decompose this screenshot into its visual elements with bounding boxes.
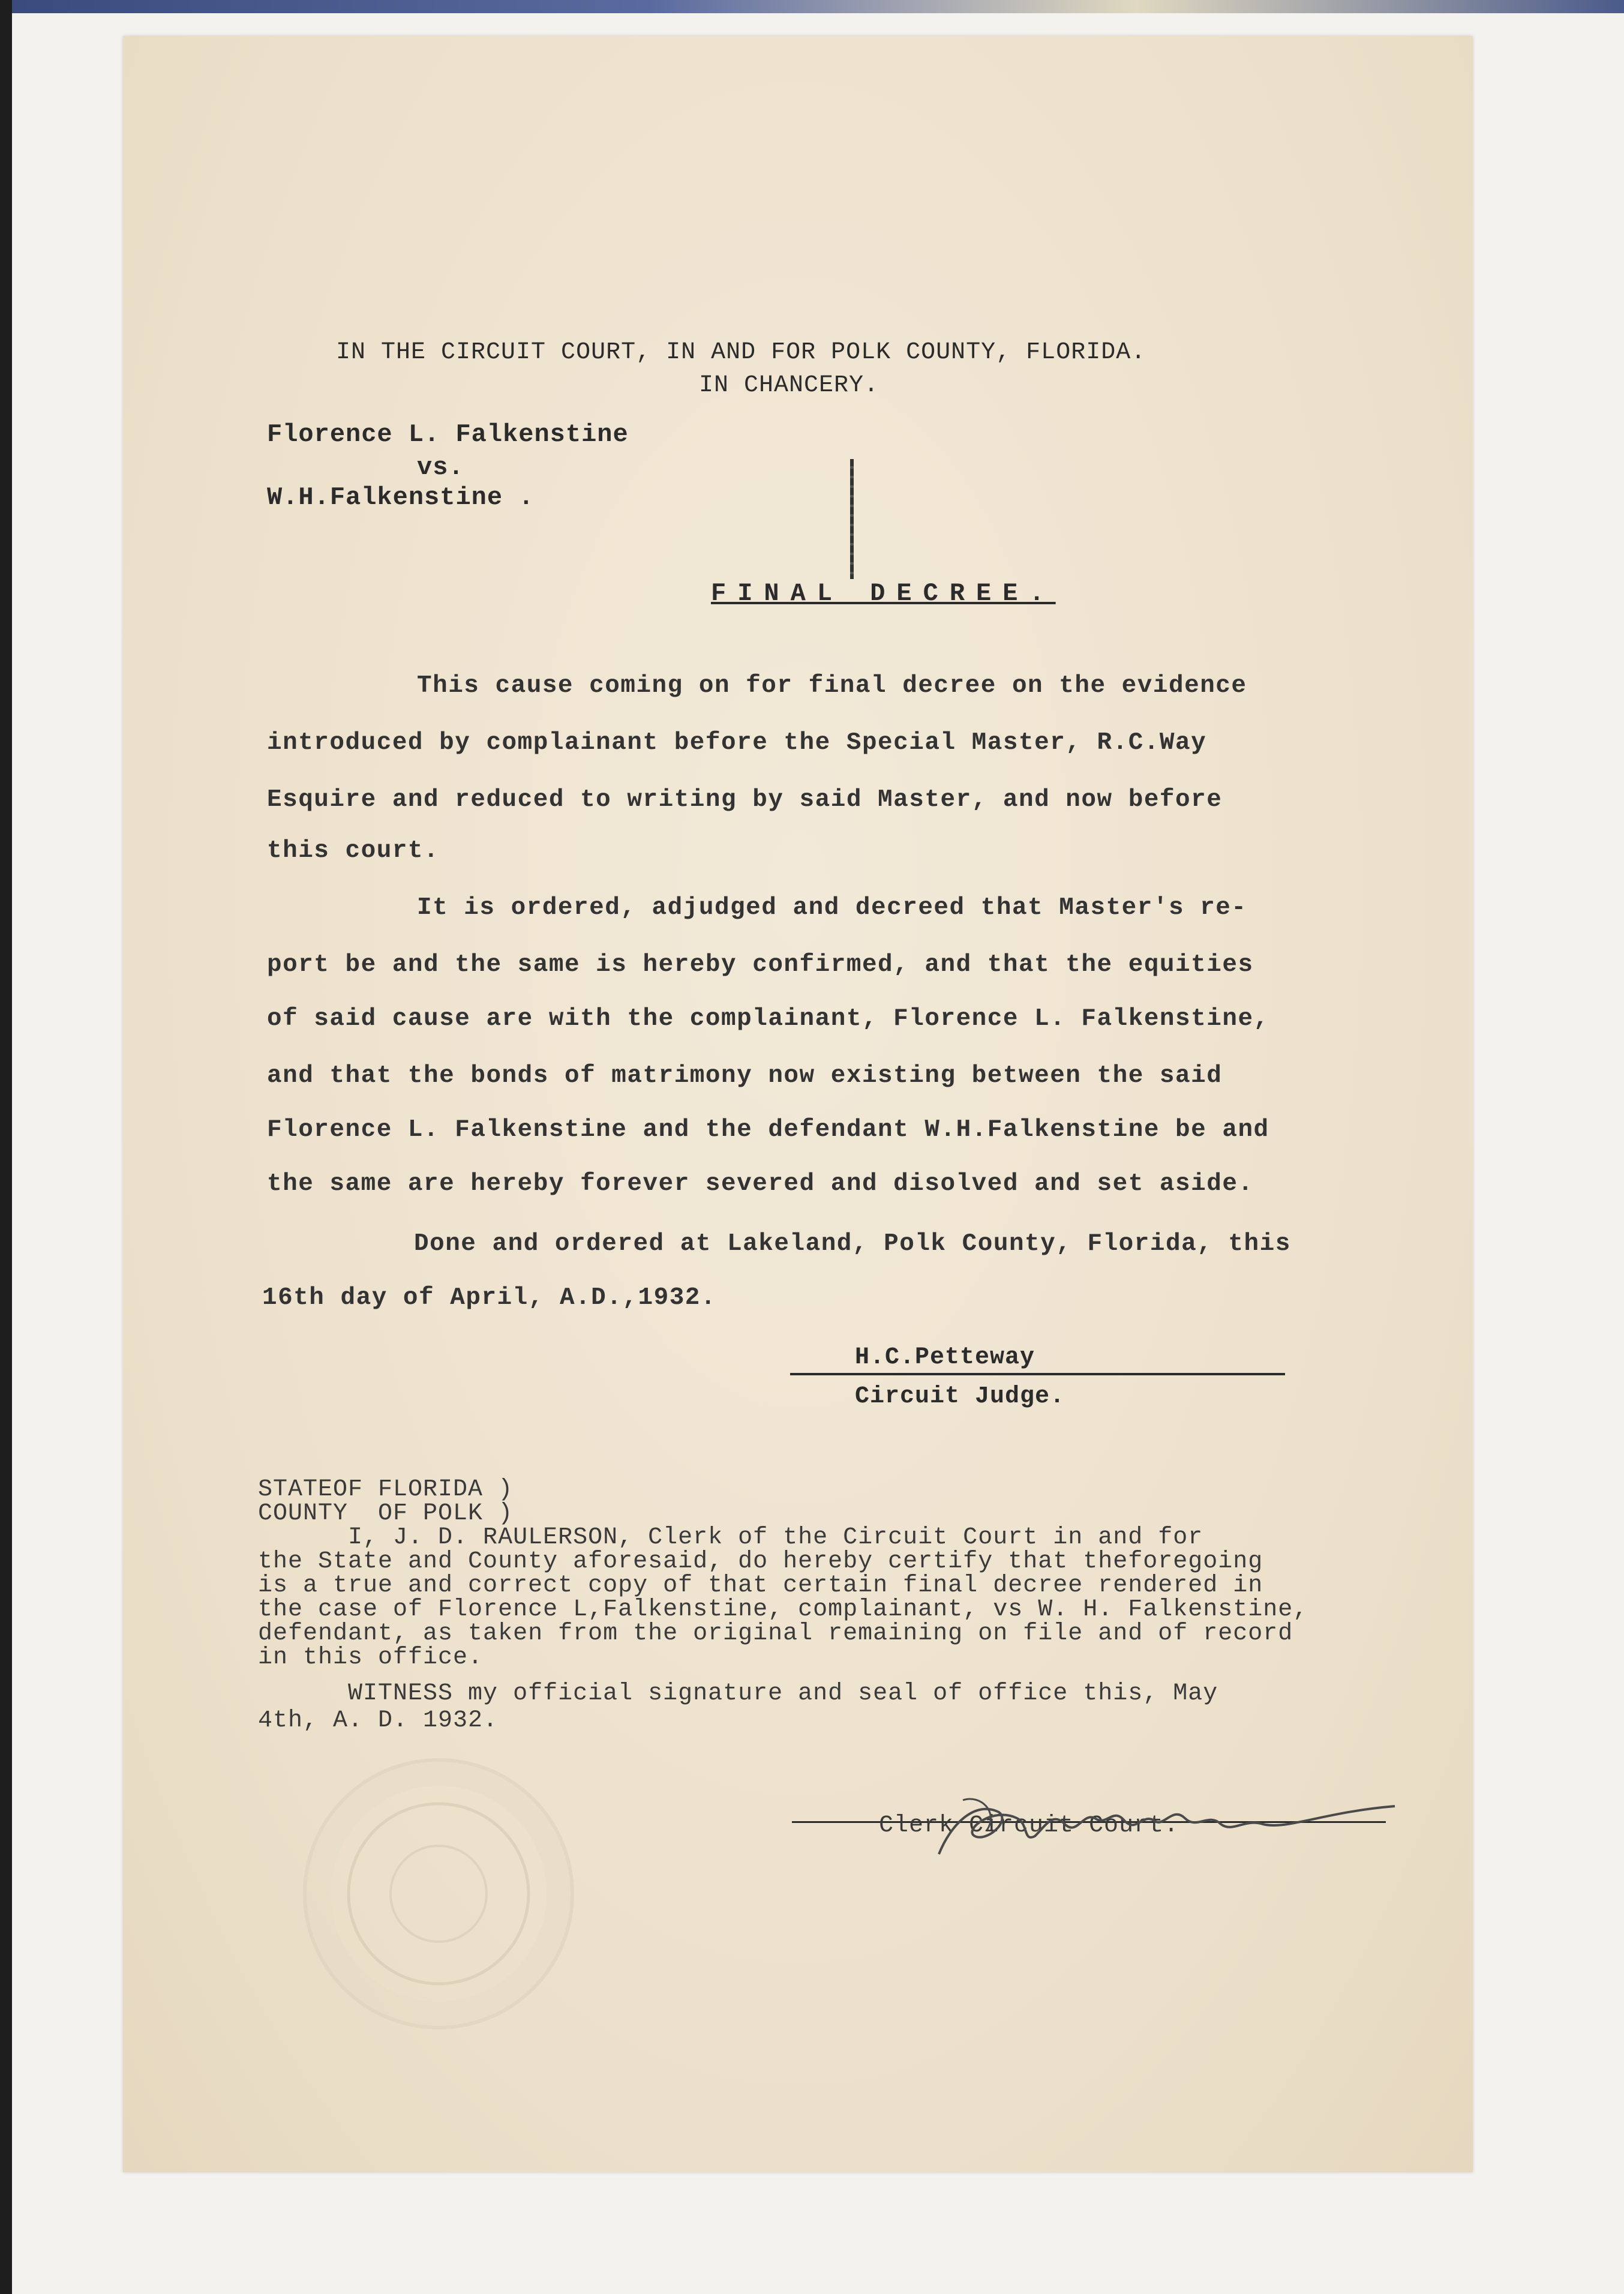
- clerk-title: Clerk Circuit Court.: [879, 1812, 1179, 1839]
- certificate-line: in this office.: [258, 1644, 484, 1671]
- embossed-seal: [303, 1758, 574, 2029]
- caption-bracket: [850, 459, 854, 579]
- seal-emblem-icon: [307, 1762, 571, 2026]
- body-line: Done and ordered at Lakeland, Polk County, Florida, this: [414, 1230, 1291, 1258]
- judge-signature-line: [790, 1373, 1285, 1375]
- body-line: the same are hereby forever severed and disolved and set aside.: [267, 1170, 1254, 1198]
- body-line: this court.: [267, 837, 440, 865]
- certificate-line: WITNESS my official signature and seal of office this, May: [258, 1680, 1218, 1707]
- certificate-line: I, J. D. RAULERSON, Clerk of the Circuit Court in and for: [258, 1524, 1203, 1551]
- body-line: It is ordered, adjudged and decreed that Master's re-: [417, 894, 1247, 922]
- body-line: 16th day of April, A.D.,1932.: [262, 1284, 717, 1312]
- venue-county: COUNTY OF POLK ): [258, 1500, 514, 1527]
- certificate-line: 4th, A. D. 1932.: [258, 1707, 499, 1734]
- body-line: introduced by complainant before the Special Master, R.C.Way: [267, 729, 1207, 757]
- court-subheading: IN CHANCERY.: [699, 372, 879, 399]
- body-line: Florence L. Falkenstine and the defendant W.H.Falkenstine be and: [267, 1116, 1269, 1144]
- judge-name: H.C.Petteway: [855, 1344, 1035, 1371]
- court-heading: IN THE CIRCUIT COURT, IN AND FOR POLK COUNTY, FLORIDA.: [336, 339, 1146, 366]
- caption-versus: vs.: [417, 453, 464, 482]
- body-line: of said cause are with the complainant, Florence L. Falkenstine,: [267, 1005, 1269, 1033]
- handwritten-signature: [927, 1788, 1407, 1866]
- judge-title: Circuit Judge.: [855, 1383, 1065, 1410]
- certificate-line: defendant, as taken from the original remaining on file and of record: [258, 1620, 1293, 1647]
- caption-defendant: W.H.Falkenstine .: [267, 483, 535, 512]
- body-line: port be and the same is hereby confirmed, and that the equities: [267, 951, 1254, 979]
- document-page: [123, 36, 1473, 2172]
- scan-top-edge: [0, 0, 1624, 13]
- scan-left-edge: [0, 0, 12, 2294]
- caption-plaintiff: Florence L. Falkenstine: [267, 420, 629, 449]
- clerk-signature: [927, 1788, 1407, 1869]
- body-line: and that the bonds of matrimony now existing between the said: [267, 1062, 1223, 1090]
- venue-state: STATEOF FLORIDA ): [258, 1476, 514, 1503]
- certificate-line: the case of Florence L,Falkenstine, complainant, vs W. H. Falkenstine,: [258, 1596, 1308, 1623]
- body-line: Esquire and reduced to writing by said Master, and now before: [267, 786, 1223, 814]
- certificate-line: is a true and correct copy of that certain final decree rendered in: [258, 1572, 1263, 1599]
- body-line: This cause coming on for final decree on the evidence: [417, 672, 1247, 700]
- document-title: FINAL DECREE.: [711, 579, 1056, 608]
- certificate-line: the State and County aforesaid, do hereby certify that theforegoing: [258, 1548, 1263, 1575]
